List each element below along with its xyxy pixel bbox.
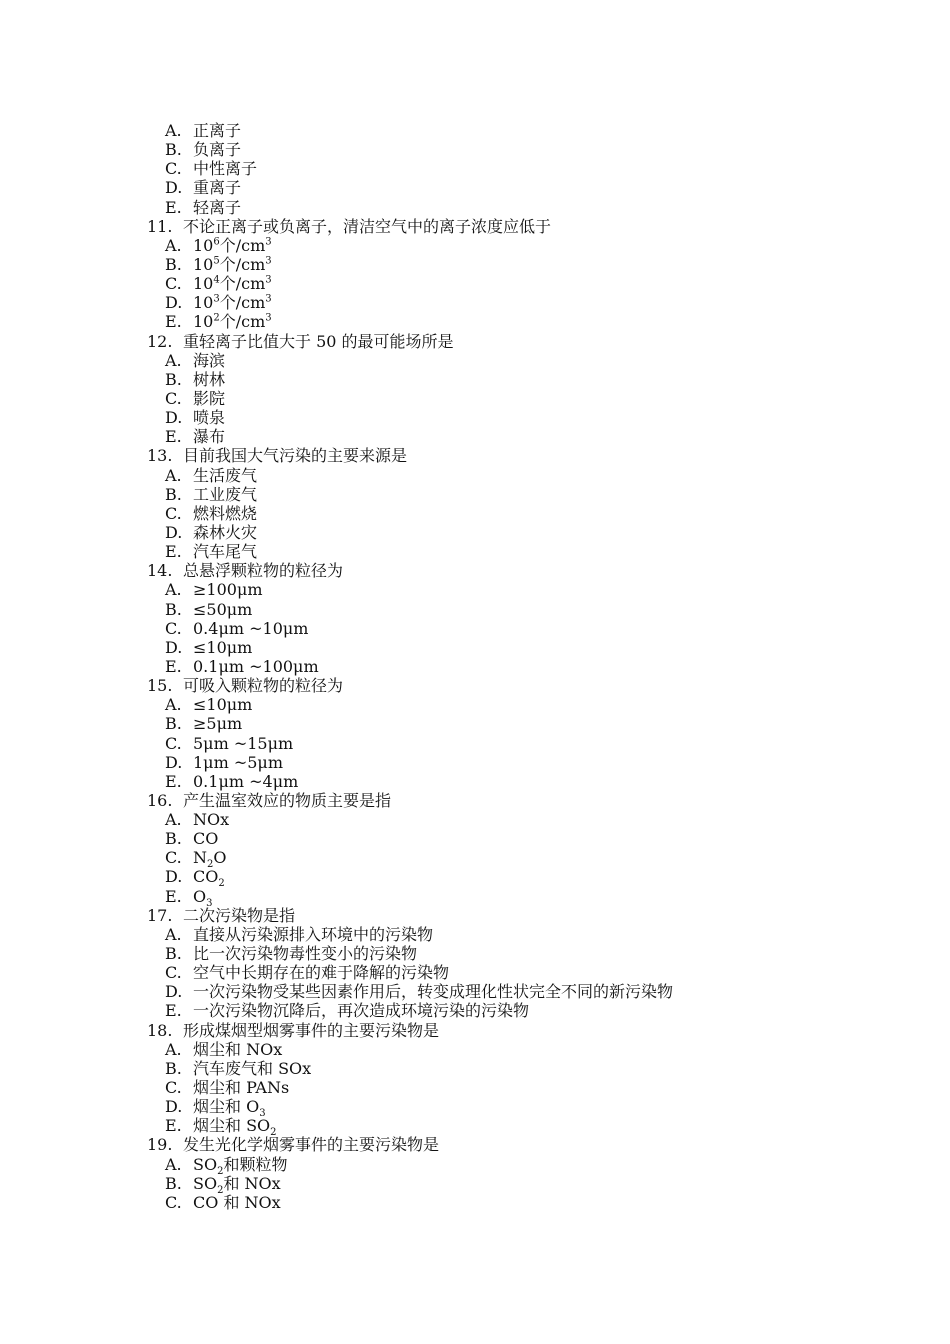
option-text bbox=[193, 466, 257, 485]
answer-option bbox=[0, 1078, 950, 1097]
answer-option bbox=[0, 1001, 950, 1020]
text-run: 汽车废气和 SOx bbox=[193, 1058, 312, 1078]
question-number: 11. bbox=[147, 216, 173, 236]
question-text bbox=[183, 906, 295, 925]
option-label: C. bbox=[165, 848, 182, 868]
subscript: 2 bbox=[207, 859, 214, 871]
answer-option bbox=[0, 504, 950, 523]
text-run: 1μm ~5μm bbox=[193, 752, 283, 772]
text-run: 二次污染物是指 bbox=[183, 905, 296, 925]
text-run: 工业废气 bbox=[193, 484, 258, 504]
text-run: 10 bbox=[193, 293, 214, 313]
text-run: 重离子 bbox=[193, 178, 242, 198]
option-text bbox=[193, 504, 257, 523]
option-label: B. bbox=[165, 599, 182, 619]
option-text bbox=[193, 542, 257, 561]
subscript: 2 bbox=[218, 878, 225, 890]
option-label: C. bbox=[165, 963, 182, 983]
option-text bbox=[193, 1173, 281, 1196]
option-label: E. bbox=[165, 771, 182, 791]
text-run: 个/cm bbox=[219, 293, 266, 313]
answer-option bbox=[0, 542, 950, 561]
option-text bbox=[193, 523, 257, 542]
option-label: C. bbox=[165, 618, 182, 638]
text-run: 和 NOx bbox=[223, 1173, 281, 1193]
text-run: O bbox=[193, 886, 207, 906]
question-number: 14. bbox=[147, 561, 173, 581]
answer-option bbox=[0, 236, 950, 255]
question-stem bbox=[0, 217, 950, 236]
text-run: NOx bbox=[193, 810, 230, 830]
option-text bbox=[193, 1040, 282, 1059]
superscript: 4 bbox=[213, 274, 220, 286]
text-run: 0.4μm ~10μm bbox=[193, 618, 309, 638]
text-run: ≥5μm bbox=[193, 714, 243, 734]
answer-option bbox=[0, 351, 950, 370]
text-run: 0.1μm ~100μm bbox=[193, 656, 319, 676]
question-stem bbox=[0, 1021, 950, 1040]
question-number: 13. bbox=[147, 446, 173, 466]
option-text bbox=[193, 293, 272, 312]
text-run: CO 和 NOx bbox=[193, 1192, 281, 1212]
option-text bbox=[193, 140, 241, 159]
superscript: 3 bbox=[265, 274, 272, 286]
option-text bbox=[193, 408, 225, 427]
question-number: 19. bbox=[147, 1135, 173, 1155]
option-label: A. bbox=[165, 580, 182, 600]
option-text bbox=[193, 1001, 529, 1020]
option-label: A. bbox=[165, 465, 182, 485]
option-text bbox=[193, 159, 257, 178]
question-stem bbox=[0, 791, 950, 810]
text-run: 一次污染物沉降后，再次造成环境污染的污染物 bbox=[193, 1001, 530, 1021]
option-text bbox=[193, 848, 227, 871]
text-run: 烟尘和 SO bbox=[193, 1116, 271, 1136]
superscript: 6 bbox=[213, 236, 220, 248]
question-number: 18. bbox=[147, 1020, 173, 1040]
text-run: 总悬浮颗粒物的粒径为 bbox=[183, 561, 344, 581]
option-text bbox=[193, 734, 293, 753]
question-number: 16. bbox=[147, 790, 173, 810]
document-page bbox=[0, 121, 950, 1212]
option-label: A. bbox=[165, 1039, 182, 1059]
text-run: 一次污染物受某些因素作用后，转变成理化性状完全不同的新污染物 bbox=[193, 982, 674, 1002]
answer-option bbox=[0, 1097, 950, 1120]
option-text bbox=[193, 351, 225, 370]
text-run: ≤10μm bbox=[193, 637, 253, 657]
option-text bbox=[193, 982, 673, 1001]
option-text bbox=[193, 236, 272, 255]
answer-option bbox=[0, 600, 950, 619]
option-label: E. bbox=[165, 1116, 182, 1136]
option-label: A. bbox=[165, 350, 182, 370]
answer-option bbox=[0, 1116, 950, 1139]
option-label: E. bbox=[165, 312, 182, 332]
answer-option bbox=[0, 886, 950, 909]
text-run: 瀑布 bbox=[193, 427, 226, 447]
subscript: 3 bbox=[259, 1108, 266, 1120]
text-run: CO bbox=[193, 829, 219, 849]
option-text bbox=[193, 772, 298, 791]
subscript: 2 bbox=[217, 1184, 224, 1196]
text-run: 10 bbox=[193, 274, 214, 294]
option-text bbox=[193, 485, 257, 504]
text-run: ≥100μm bbox=[193, 580, 263, 600]
question-text bbox=[183, 332, 454, 351]
question-number: 15. bbox=[147, 676, 173, 696]
text-run: 海滨 bbox=[193, 350, 226, 370]
answer-option bbox=[0, 408, 950, 427]
option-text bbox=[193, 714, 242, 733]
option-label: B. bbox=[165, 1173, 182, 1193]
answer-option bbox=[0, 370, 950, 389]
subscript: 2 bbox=[270, 1127, 277, 1139]
text-run: 烟尘和 NOx bbox=[193, 1039, 283, 1059]
option-label: D. bbox=[165, 867, 183, 887]
option-label: B. bbox=[165, 140, 182, 160]
question-stem bbox=[0, 676, 950, 695]
text-run: 直接从污染源排入环境中的污染物 bbox=[193, 924, 434, 944]
option-label: D. bbox=[165, 522, 183, 542]
option-label: D. bbox=[165, 178, 183, 198]
option-text bbox=[193, 370, 225, 389]
option-text bbox=[193, 427, 225, 446]
answer-option bbox=[0, 963, 950, 982]
option-text bbox=[193, 695, 252, 714]
text-run: CO bbox=[193, 867, 219, 887]
option-text bbox=[193, 312, 272, 331]
option-label: C. bbox=[165, 503, 182, 523]
answer-option bbox=[0, 1059, 950, 1078]
answer-option bbox=[0, 274, 950, 293]
text-run: 目前我国大气污染的主要来源是 bbox=[183, 446, 408, 466]
option-label: E. bbox=[165, 197, 182, 217]
option-text bbox=[193, 925, 433, 944]
superscript: 3 bbox=[213, 293, 220, 305]
answer-option bbox=[0, 772, 950, 791]
answer-option bbox=[0, 1193, 950, 1212]
option-text bbox=[193, 810, 229, 829]
option-label: D. bbox=[165, 1097, 183, 1117]
answer-option bbox=[0, 140, 950, 159]
option-text bbox=[193, 1154, 288, 1177]
superscript: 2 bbox=[213, 313, 220, 325]
text-run: 树林 bbox=[193, 369, 226, 389]
text-run: 喷泉 bbox=[193, 408, 226, 428]
option-text bbox=[193, 1059, 311, 1078]
answer-option bbox=[0, 198, 950, 217]
answer-option bbox=[0, 580, 950, 599]
text-run: 形成煤烟型烟雾事件的主要污染物是 bbox=[183, 1020, 440, 1040]
text-run: 影院 bbox=[193, 388, 226, 408]
text-run: ≤50μm bbox=[193, 599, 253, 619]
option-text bbox=[193, 1097, 266, 1120]
option-label: C. bbox=[165, 388, 182, 408]
option-label: C. bbox=[165, 159, 182, 179]
text-run: 10 bbox=[193, 312, 214, 332]
option-text bbox=[193, 886, 213, 909]
question-stem bbox=[0, 906, 950, 925]
text-run: 生活废气 bbox=[193, 465, 258, 485]
option-text bbox=[193, 638, 252, 657]
subscript: 3 bbox=[206, 897, 213, 909]
question-number: 17. bbox=[147, 905, 173, 925]
text-run: 不论正离子或负离子，清洁空气中的离子浓度应低于 bbox=[183, 216, 552, 236]
text-run: 比一次污染物毒性变小的污染物 bbox=[193, 944, 418, 964]
option-text bbox=[193, 963, 449, 982]
text-run: SO bbox=[193, 1173, 218, 1193]
option-label: E. bbox=[165, 427, 182, 447]
option-label: B. bbox=[165, 944, 182, 964]
option-text bbox=[193, 274, 272, 293]
option-label: C. bbox=[165, 733, 182, 753]
text-run: 10 bbox=[193, 235, 214, 255]
answer-option bbox=[0, 829, 950, 848]
text-run: 个/cm bbox=[219, 312, 266, 332]
option-text bbox=[193, 619, 308, 638]
answer-option bbox=[0, 638, 950, 657]
option-label: E. bbox=[165, 886, 182, 906]
answer-option bbox=[0, 810, 950, 829]
option-label: E. bbox=[165, 542, 182, 562]
option-label: B. bbox=[165, 254, 182, 274]
answer-option bbox=[0, 159, 950, 178]
option-label: A. bbox=[165, 235, 182, 255]
option-label: D. bbox=[165, 982, 183, 1002]
text-run: 发生光化学烟雾事件的主要污染物是 bbox=[183, 1135, 440, 1155]
answer-option bbox=[0, 848, 950, 871]
text-run: 森林火灾 bbox=[193, 522, 258, 542]
option-text bbox=[193, 198, 241, 217]
answer-option bbox=[0, 925, 950, 944]
text-run: 可吸入颗粒物的粒径为 bbox=[183, 676, 344, 696]
answer-option bbox=[0, 121, 950, 140]
text-run: 10 bbox=[193, 254, 214, 274]
answer-option bbox=[0, 714, 950, 733]
option-text bbox=[193, 580, 263, 599]
option-label: B. bbox=[165, 829, 182, 849]
answer-option bbox=[0, 695, 950, 714]
question-stem bbox=[0, 446, 950, 465]
text-run: 个/cm bbox=[219, 254, 266, 274]
text-run: 重轻离子比值大于 50 的最可能场所是 bbox=[183, 331, 454, 351]
superscript: 3 bbox=[265, 313, 272, 325]
text-run: 烟尘和 PANs bbox=[193, 1078, 290, 1098]
answer-option bbox=[0, 255, 950, 274]
option-text bbox=[193, 1193, 281, 1212]
option-label: E. bbox=[165, 1001, 182, 1021]
question-stem bbox=[0, 332, 950, 351]
question-text bbox=[183, 446, 407, 465]
superscript: 3 bbox=[265, 236, 272, 248]
option-text bbox=[193, 121, 241, 140]
option-label: C. bbox=[165, 274, 182, 294]
answer-option bbox=[0, 312, 950, 331]
text-run: 负离子 bbox=[193, 140, 242, 160]
option-text bbox=[193, 255, 272, 274]
answer-option bbox=[0, 734, 950, 753]
text-run: 产生温室效应的物质主要是指 bbox=[183, 790, 392, 810]
answer-option bbox=[0, 389, 950, 408]
option-text bbox=[193, 657, 319, 676]
superscript: 5 bbox=[213, 255, 220, 267]
text-run: SO bbox=[193, 1154, 218, 1174]
text-run: 正离子 bbox=[193, 121, 242, 140]
option-text bbox=[193, 178, 241, 197]
text-run: 个/cm bbox=[219, 235, 266, 255]
answer-option bbox=[0, 293, 950, 312]
text-run: 0.1μm ~4μm bbox=[193, 771, 299, 791]
option-label: A. bbox=[165, 695, 182, 715]
option-text bbox=[193, 829, 218, 848]
option-label: A. bbox=[165, 1154, 182, 1174]
option-label: B. bbox=[165, 484, 182, 504]
question-number: 12. bbox=[147, 331, 173, 351]
text-run: 和颗粒物 bbox=[223, 1154, 288, 1174]
text-run: N bbox=[193, 848, 207, 868]
text-run: 燃料燃烧 bbox=[193, 503, 258, 523]
answer-option bbox=[0, 466, 950, 485]
answer-option bbox=[0, 427, 950, 446]
answer-option bbox=[0, 657, 950, 676]
option-label: D. bbox=[165, 637, 183, 657]
question-text bbox=[183, 561, 343, 580]
superscript: 3 bbox=[265, 255, 272, 267]
option-text bbox=[193, 944, 417, 963]
question-text bbox=[183, 791, 391, 810]
question-stem bbox=[0, 1135, 950, 1154]
question-text bbox=[183, 1021, 439, 1040]
option-text bbox=[193, 600, 252, 619]
answer-option bbox=[0, 178, 950, 197]
answer-option bbox=[0, 619, 950, 638]
text-run: ≤10μm bbox=[193, 695, 253, 715]
option-label: B. bbox=[165, 1058, 182, 1078]
option-text bbox=[193, 1078, 289, 1097]
superscript: 3 bbox=[265, 293, 272, 305]
option-label: C. bbox=[165, 1192, 182, 1212]
text-run: 空气中长期存在的难于降解的污染物 bbox=[193, 963, 450, 983]
option-label: D. bbox=[165, 293, 183, 313]
option-label: B. bbox=[165, 369, 182, 389]
option-text bbox=[193, 1116, 277, 1139]
option-label: D. bbox=[165, 752, 183, 772]
question-text bbox=[183, 676, 343, 695]
option-label: D. bbox=[165, 408, 183, 428]
option-text bbox=[193, 867, 225, 890]
answer-option bbox=[0, 1173, 950, 1196]
text-run: 个/cm bbox=[219, 274, 266, 294]
question-text bbox=[183, 217, 551, 236]
option-text bbox=[193, 389, 225, 408]
text-run: 烟尘和 O bbox=[193, 1097, 260, 1117]
question-text bbox=[183, 1135, 439, 1154]
answer-option bbox=[0, 753, 950, 772]
option-text bbox=[193, 753, 283, 772]
option-label: B. bbox=[165, 714, 182, 734]
answer-option bbox=[0, 1154, 950, 1177]
option-label: C. bbox=[165, 1078, 182, 1098]
answer-option bbox=[0, 485, 950, 504]
text-run: 汽车尾气 bbox=[193, 542, 258, 562]
text-run: 5μm ~15μm bbox=[193, 733, 294, 753]
answer-option bbox=[0, 944, 950, 963]
text-run: 中性离子 bbox=[193, 159, 258, 179]
question-stem bbox=[0, 561, 950, 580]
option-label: A. bbox=[165, 924, 182, 944]
option-label: A. bbox=[165, 810, 182, 830]
option-label: A. bbox=[165, 121, 182, 140]
text-run: 轻离子 bbox=[193, 197, 242, 217]
answer-option bbox=[0, 1040, 950, 1059]
text-run: O bbox=[213, 848, 227, 868]
option-label: E. bbox=[165, 656, 182, 676]
subscript: 2 bbox=[217, 1165, 224, 1177]
answer-option bbox=[0, 523, 950, 542]
answer-option bbox=[0, 982, 950, 1001]
answer-option bbox=[0, 867, 950, 890]
